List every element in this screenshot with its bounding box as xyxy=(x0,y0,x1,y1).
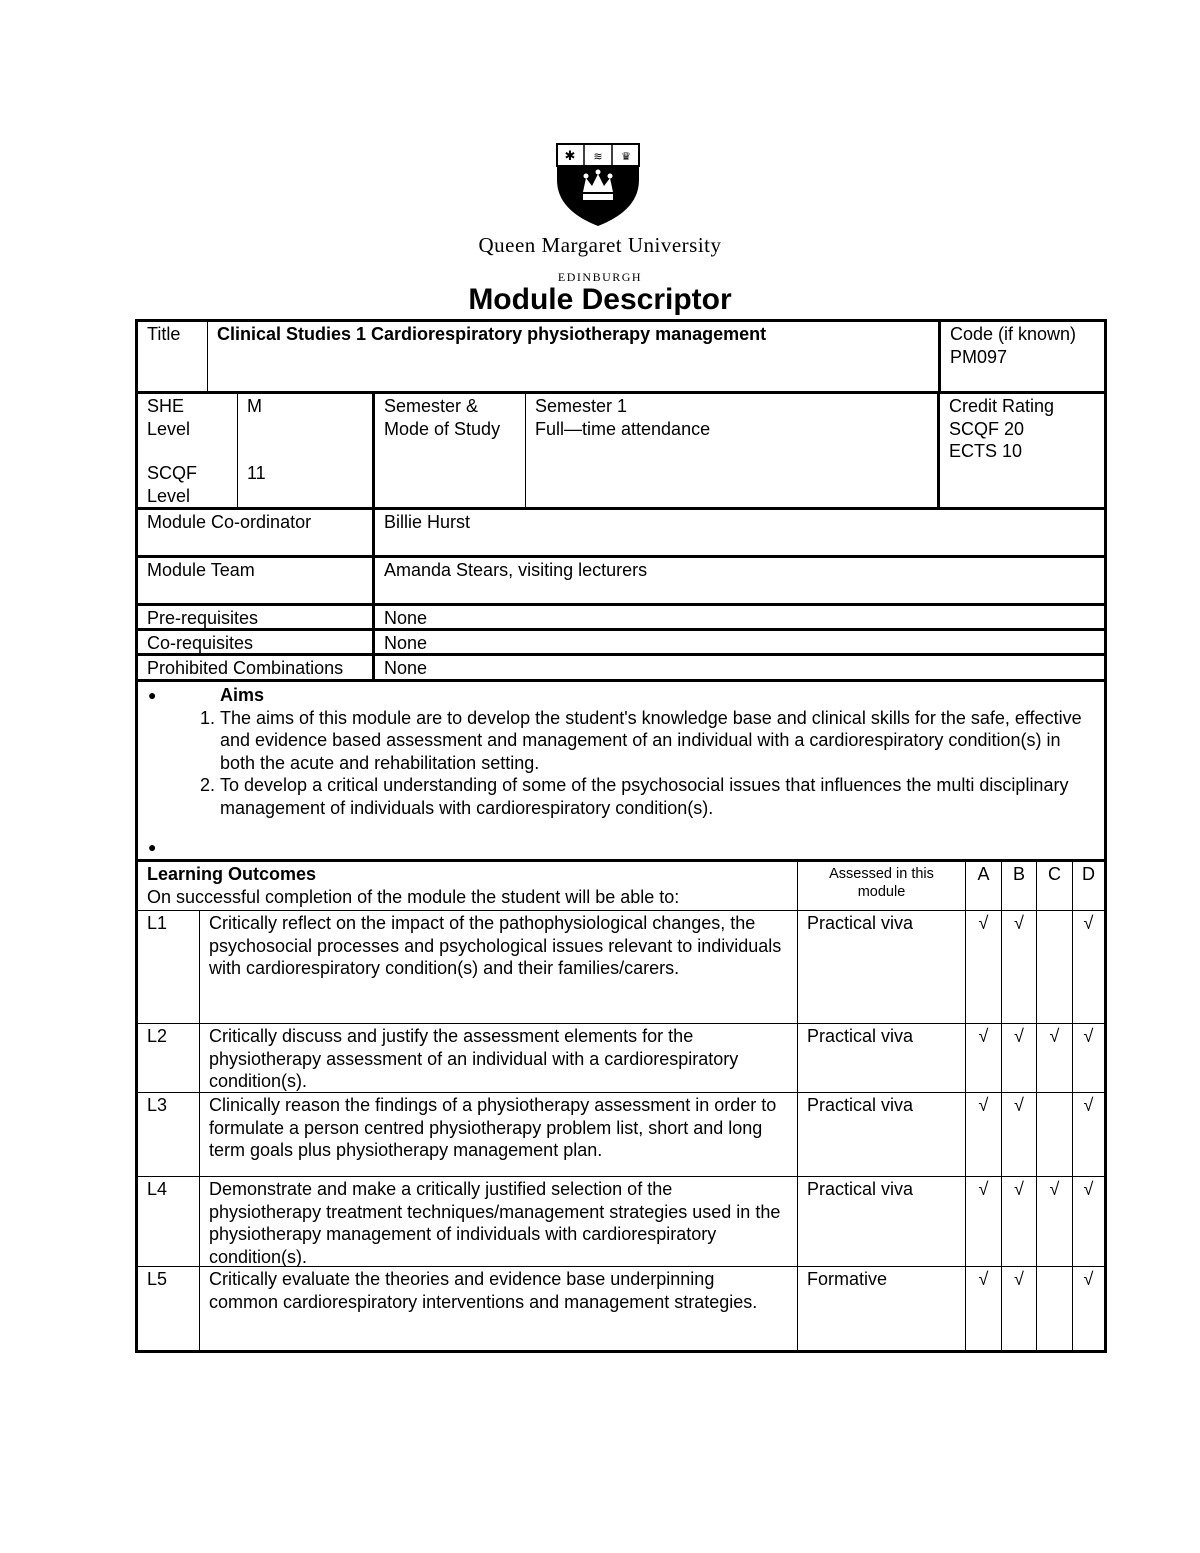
credit-ects: ECTS 10 xyxy=(949,441,1023,461)
lo-text: Critically reflect on the impact of the pathophysiological changes, the psychosocial processes and psychological issues relevant to individuals with cardiorespiratory condition(s) and their families/carers. xyxy=(200,911,798,1023)
lo-text: Demonstrate and make a critically justified selection of the physiotherapy treatment techniques/management strategies used in the physiotherapy management of individuals with cardiorespiratory condition(s). xyxy=(200,1177,798,1266)
lo-assessed: Practical viva xyxy=(798,1024,966,1092)
lo-text: Clinically reason the findings of a physiotherapy assessment in order to formulate a person centred physiotherapy problem list, short and long term goals plus physiotherapy management plan. xyxy=(200,1093,798,1176)
table-row xyxy=(138,1092,1104,1176)
lo-heading-cell xyxy=(138,862,798,910)
lo-check-d: √ xyxy=(1083,1179,1094,1199)
lo-assessed: Practical viva xyxy=(798,1177,966,1266)
svg-text:≋: ≋ xyxy=(593,150,603,163)
semester-label-cell xyxy=(375,394,526,507)
level-row xyxy=(138,394,1104,510)
university-crest-logo xyxy=(553,140,643,228)
she-value: M xyxy=(247,396,262,416)
table-row xyxy=(138,1023,1104,1092)
credit-cell xyxy=(940,394,1104,507)
semester-value-cell xyxy=(526,394,940,507)
lo-check-b: √ xyxy=(1002,1093,1037,1176)
module-code: PM097 xyxy=(950,346,1008,367)
bullet-icon: ● xyxy=(148,687,157,703)
lo-check-d: √ xyxy=(1083,1269,1094,1289)
prohibited-label: Prohibited Combinations xyxy=(138,656,375,679)
col-b-header: B xyxy=(1002,862,1037,910)
title-row xyxy=(138,322,1104,394)
prereq-row xyxy=(138,606,1104,631)
col-d-header: D xyxy=(1082,864,1095,884)
lo-assessed: Practical viva xyxy=(798,1093,966,1176)
prohibited-value: None xyxy=(384,658,428,678)
prereq-value: None xyxy=(384,608,428,628)
module-title: Clinical Studies 1 Cardiorespiratory physiotherapy management xyxy=(208,322,941,391)
lo-text: Critically evaluate the theories and evidence base underpinning common cardiorespiratory interventions and management strategies. xyxy=(200,1267,798,1350)
level-values xyxy=(238,394,375,507)
lo-check-a: √ xyxy=(966,1267,1002,1350)
document-title: Module Descriptor xyxy=(468,283,732,316)
code-label: Code (if known) xyxy=(950,324,1077,344)
code-cell xyxy=(941,322,1104,391)
lo-subheading: On successful completion of the module the student will be able to: xyxy=(147,886,680,907)
lo-heading: Learning Outcomes xyxy=(147,864,317,884)
credit-label: Credit Rating xyxy=(949,396,1055,416)
mode-value: Full—time attendance xyxy=(535,418,711,439)
lo-check-a: √ xyxy=(966,1093,1002,1176)
lo-check-b: √ xyxy=(1002,1024,1037,1092)
aim-item: 1. The aims of this module are to develop the student's knowledge base and clinical skills for the safe, effective and evidence based assessment and management of an individual with a cardiorespiratory condition(s) in both the acute and rehabilitation setting. xyxy=(220,707,1094,775)
lo-check-c xyxy=(1037,911,1073,1023)
svg-text:♛: ♛ xyxy=(621,150,631,163)
lo-check-c xyxy=(1037,1267,1073,1350)
lo-check-d: √ xyxy=(1083,1026,1094,1046)
col-c-header: C xyxy=(1037,862,1073,910)
team-row xyxy=(138,558,1104,606)
bullet-icon: ● xyxy=(148,839,157,855)
lo-id: L1 xyxy=(138,911,200,1023)
lo-check-b: √ xyxy=(1002,1267,1037,1350)
coreq-label: Co-requisites xyxy=(138,631,375,653)
lo-text: Critically discuss and justify the assessment elements for the physiotherapy assessment of an individual with a cardiorespiratory condition(s). xyxy=(200,1024,798,1092)
col-a-header: A xyxy=(966,862,1002,910)
aims-row xyxy=(138,682,1104,862)
team-label: Module Team xyxy=(138,558,375,603)
table-row xyxy=(138,1176,1104,1266)
she-label-2: Level xyxy=(147,418,191,439)
university-name: Queen Margaret University xyxy=(478,233,722,257)
lo-check-c: √ xyxy=(1037,1024,1073,1092)
lo-id: L2 xyxy=(138,1024,200,1092)
coordinator-value: Billie Hurst xyxy=(384,512,471,532)
semester-label: Semester & xyxy=(384,396,479,416)
lo-check-d: √ xyxy=(1083,913,1094,933)
learning-outcomes-table xyxy=(138,862,1104,1350)
team-value: Amanda Stears, visiting lecturers xyxy=(384,560,648,580)
aim-item: 2. To develop a critical understanding of some of the psychosocial issues that influences the multi disciplinary management of individuals with cardiorespiratory condition(s). xyxy=(220,774,1094,819)
coreq-row xyxy=(138,631,1104,656)
prohibited-row xyxy=(138,656,1104,682)
lo-assessed: Formative xyxy=(798,1267,966,1350)
lo-assessed: Practical viva xyxy=(798,911,966,1023)
prereq-label: Pre-requisites xyxy=(138,606,375,628)
assessed-header: Assessed in this module xyxy=(798,862,966,910)
title-label: Title xyxy=(138,322,208,391)
lo-check-a: √ xyxy=(966,911,1002,1023)
aims-section xyxy=(138,682,1104,859)
lo-check-c xyxy=(1037,1093,1073,1176)
lo-check-b: √ xyxy=(1002,911,1037,1023)
scqf-label: SCQF xyxy=(147,463,198,483)
scqf-label-2: Level xyxy=(147,485,191,506)
scqf-value: 11 xyxy=(247,462,266,483)
lo-check-d: √ xyxy=(1083,1095,1094,1115)
lo-id: L3 xyxy=(138,1093,200,1176)
coreq-value: None xyxy=(384,633,428,653)
lo-check-a: √ xyxy=(966,1024,1002,1092)
she-label: SHE xyxy=(147,396,185,416)
aims-list xyxy=(148,707,1094,820)
table-row xyxy=(138,910,1104,1023)
svg-text:✱: ✱ xyxy=(564,149,576,164)
lo-id: L4 xyxy=(138,1177,200,1266)
lo-id: L5 xyxy=(138,1267,200,1350)
level-labels xyxy=(138,394,238,507)
semester-value: Semester 1 xyxy=(535,396,628,416)
credit-scqf: SCQF 20 xyxy=(949,418,1025,439)
lo-check-c: √ xyxy=(1037,1177,1073,1266)
lo-check-a: √ xyxy=(966,1177,1002,1266)
university-city: EDINBURGH xyxy=(557,270,643,284)
coordinator-label: Module Co-ordinator xyxy=(138,510,375,555)
table-row xyxy=(138,1266,1104,1350)
lo-check-b: √ xyxy=(1002,1177,1037,1266)
coordinator-row xyxy=(138,510,1104,558)
lo-header-row xyxy=(138,862,1104,910)
module-details-table xyxy=(135,319,1107,1353)
aims-heading: Aims xyxy=(220,685,265,705)
mode-label: Mode of Study xyxy=(384,418,501,439)
